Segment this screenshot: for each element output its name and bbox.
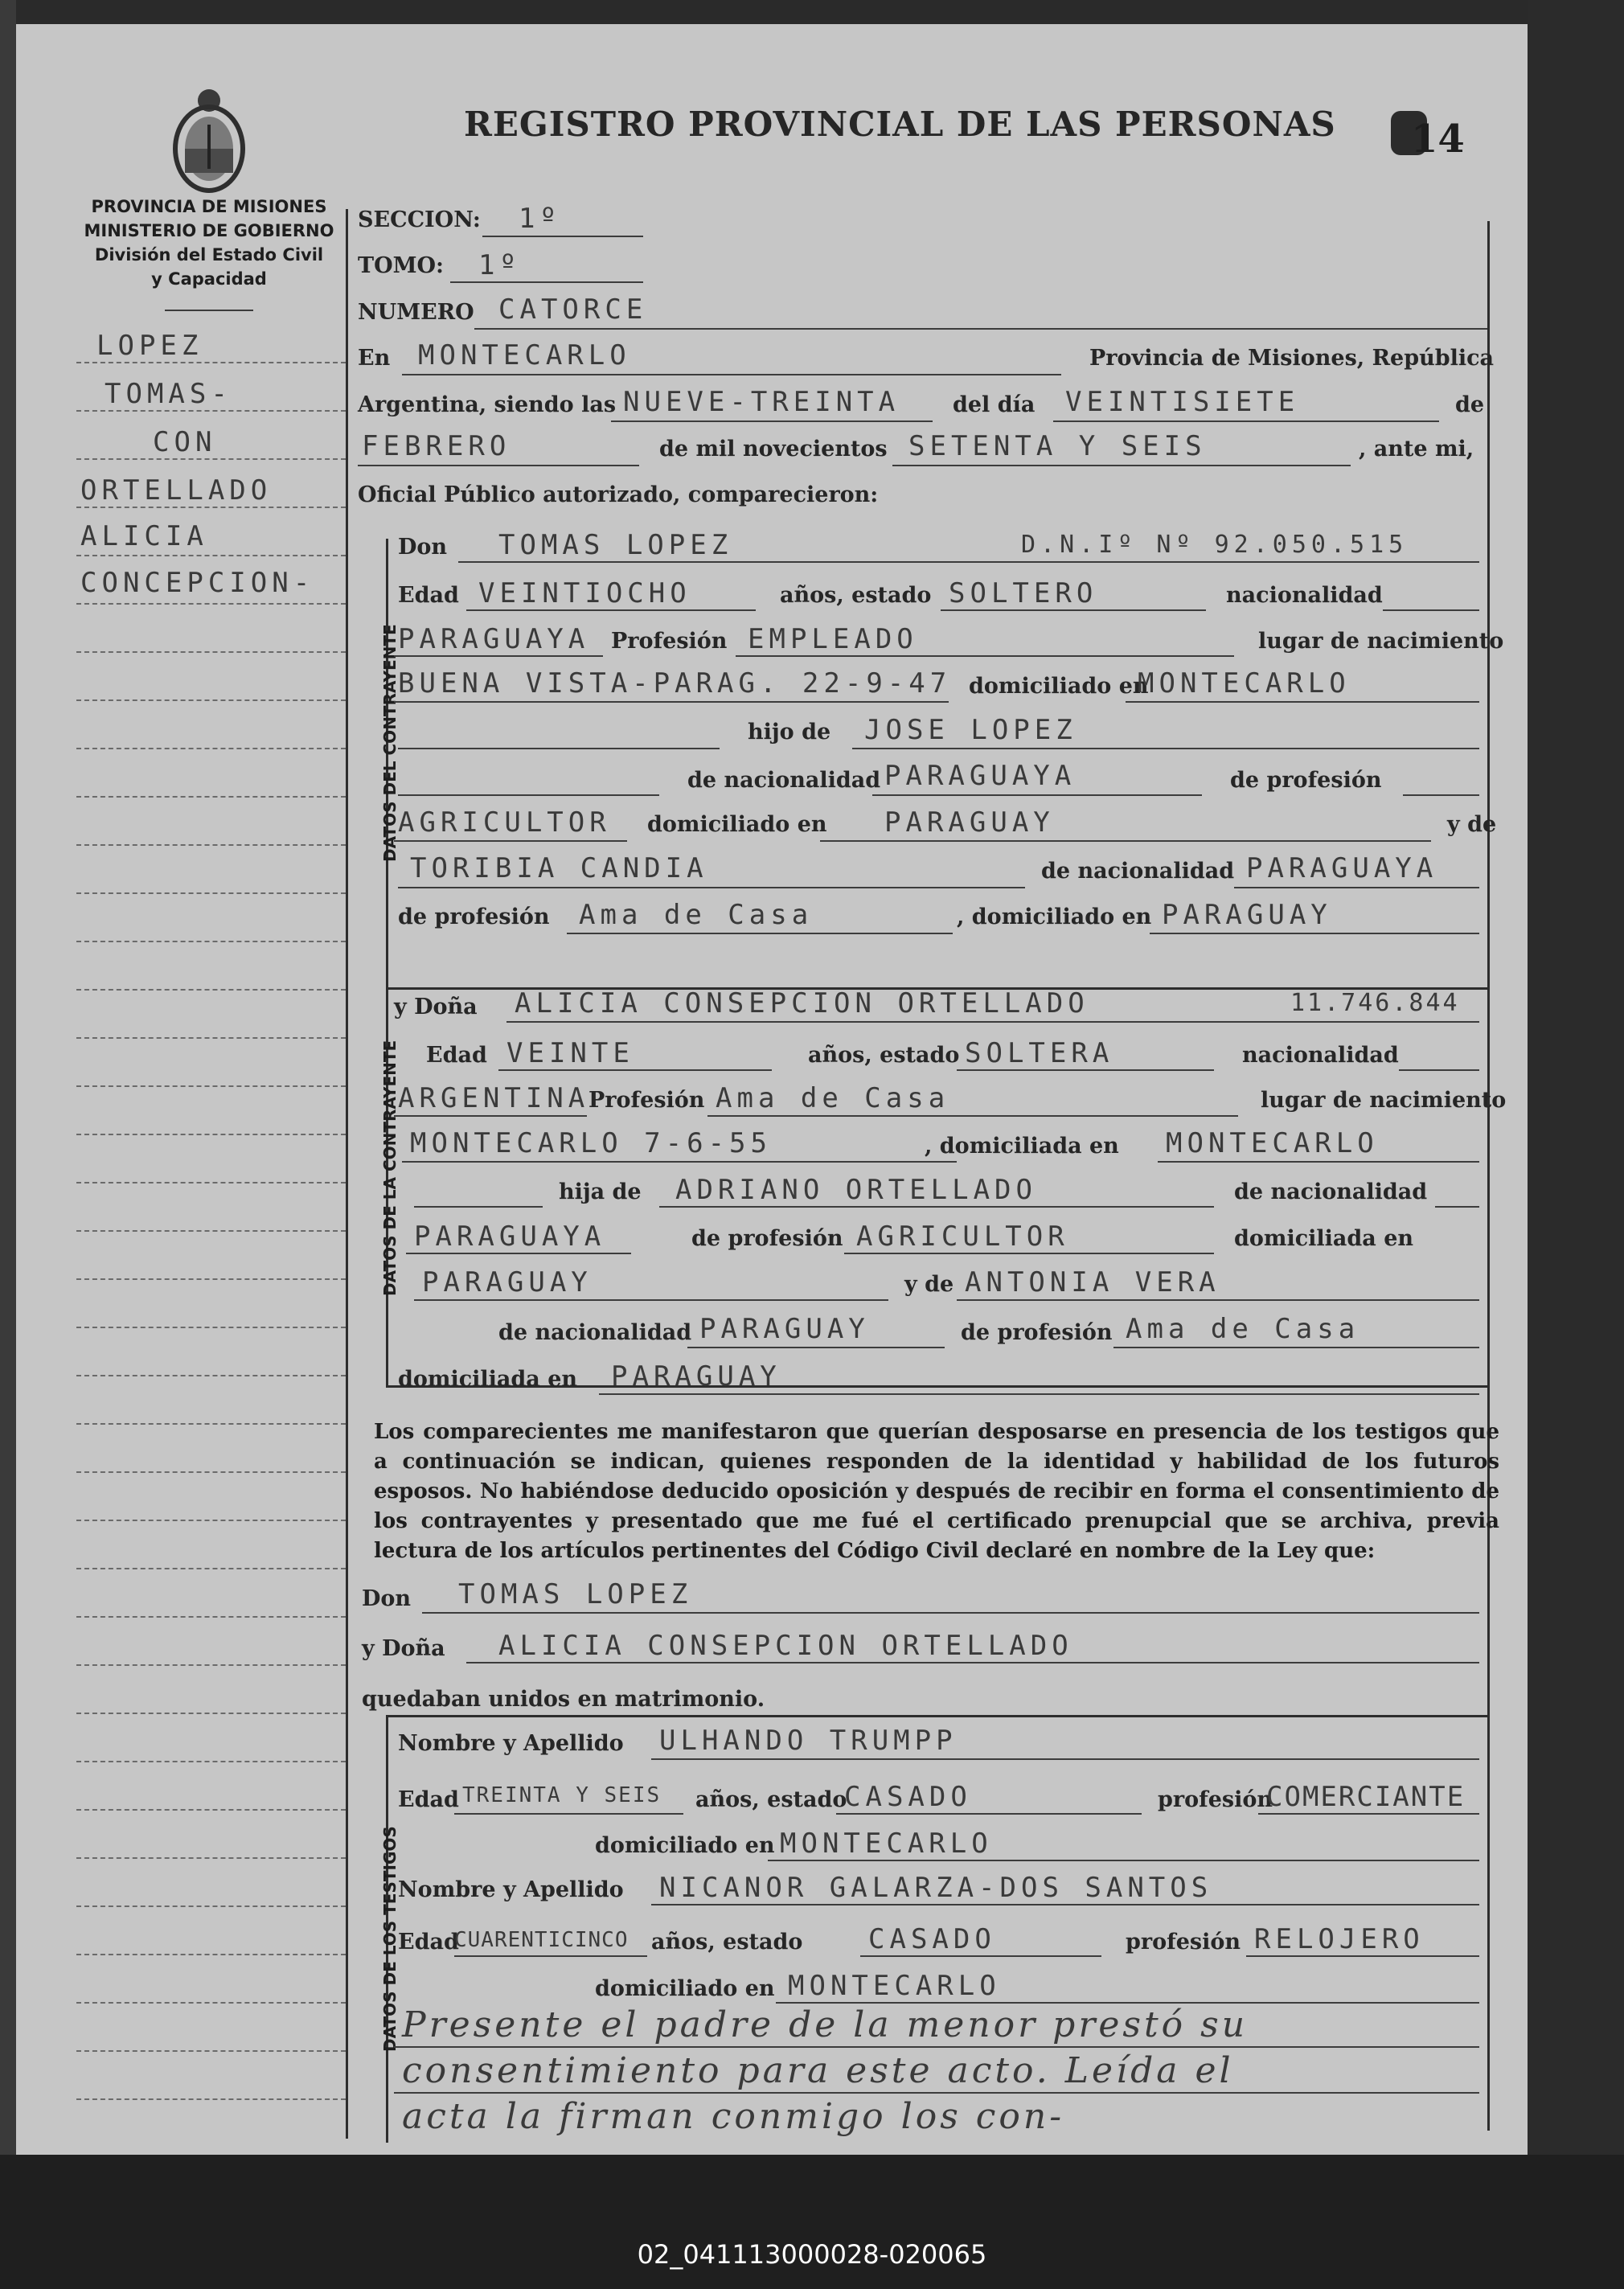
label-anos-estado: años, estado [651, 1930, 803, 1955]
file-id-caption: 02_041113000028-020065 [637, 2239, 987, 2270]
label-de: de [1455, 392, 1485, 417]
field-contrayente-nombre: TOMAS LOPEZ [498, 529, 733, 561]
label-de-nacionalidad: de nacionalidad [687, 768, 881, 793]
field-testigo1-domicilio: MONTECARLO [780, 1828, 993, 1860]
field-hora: NUEVE-TREINTA [623, 386, 900, 418]
field-testigo2-edad: CUARENTICINCO [454, 1928, 629, 1952]
section-divider [386, 1715, 1487, 1717]
field-f-padre-domicilio: PARAGUAY [422, 1266, 593, 1298]
side-label-contrayente: DATOS DEL CONTRAYENTE [380, 624, 400, 862]
field-f-madre-domicilio: PARAGUAY [611, 1360, 781, 1393]
field-padre-profesion: AGRICULTOR [398, 806, 611, 839]
register-page [16, 24, 1528, 2155]
field-lugar: MONTECARLO [418, 339, 631, 371]
field-f-madre: ANTONIA VERA [965, 1266, 1220, 1298]
field-union-dona: ALICIA CONSEPCION ORTELLADO [498, 1630, 1073, 1662]
label-de-profesion: de profesión [398, 905, 550, 929]
declaration-paragraph: Los comparecientes me manifestaron que querían desposarse en presencia de los testigos que a continuación se indican, quienes responden de la identidad y habilidad de los futuros esposos. No habiéndose deducido oposición y después de recibir en forma el consentimiento de los contrayentes y presentado que me fué el certificado prenupcial que se archiva, previa lectura de los artículos pertinentes del Código Civil declaré en nombre de la Ley que: [374, 1420, 1499, 1563]
ministry-line: y Capacidad [151, 269, 267, 289]
divider [165, 310, 253, 311]
label-domiciliado-en: domiciliado en [595, 1833, 775, 1858]
field-testigo2-domicilio: MONTECARLO [788, 1970, 1001, 2002]
label-hija-de: hija de [559, 1179, 642, 1204]
field-contrayente-f-nacimiento: MONTECARLO 7-6-55 [410, 1127, 772, 1159]
label-en: En [358, 346, 391, 371]
margin-note: LOPEZ [96, 330, 203, 362]
field-contrayente-f-dni: 11.746.844 [1290, 989, 1460, 1017]
coat-of-arms-icon [165, 80, 253, 201]
label-de-profesion: de profesión [1230, 768, 1382, 793]
label-de-nacionalidad: de nacionalidad [1041, 859, 1235, 884]
label-de-mil: de mil novecientos [659, 437, 888, 461]
label-don: Don [362, 1586, 412, 1611]
label-nacionalidad: nacionalidad [1226, 583, 1383, 608]
page-title: REGISTRO PROVINCIAL DE LAS PERSONAS [464, 105, 1336, 144]
label-anos-estado: años, estado [695, 1787, 847, 1812]
label-edad: Edad [398, 1787, 459, 1812]
field-dia: VEINTISIETE [1065, 386, 1300, 418]
field-mes: FEBRERO [362, 430, 511, 462]
field-testigo2-profesion: RELOJERO [1254, 1923, 1425, 1955]
field-tomo: 1º [478, 249, 521, 281]
label-domiciliado-en: domiciliado en [647, 812, 827, 837]
label-ante-mi: , ante mi, [1359, 437, 1474, 461]
label-de-profesion: de profesión [691, 1226, 843, 1251]
side-label-contrayente-f: DATOS DE LA CONTRAYENTE [380, 1040, 400, 1296]
label-provincia: Provincia de Misiones, República [1089, 346, 1495, 371]
label-hijo-de: hijo de [748, 720, 831, 745]
field-contrayente-profesion: EMPLEADO [748, 623, 918, 655]
label-domiciliada-en: domiciliada en [1234, 1226, 1414, 1251]
page-number: 14 [1411, 117, 1465, 162]
ministry-line: MINISTERIO DE GOBIERNO [84, 221, 334, 240]
field-testigo1-estado: CASADO [844, 1781, 972, 1813]
label-domiciliada-en: domiciliada en [398, 1367, 578, 1392]
label-de-profesion: de profesión [961, 1320, 1113, 1345]
handwritten-note-line: Presente el padre de la menor prestó su [402, 2004, 1249, 2045]
field-contrayente-nacimiento: BUENA VISTA-PARAG. 22-9-47 [398, 667, 952, 699]
ministry-line: División del Estado Civil [94, 245, 324, 265]
margin-note: CONCEPCION- [80, 567, 315, 599]
field-testigo1-nombre: ULHANDO TRUMPP [659, 1725, 958, 1757]
field-contrayente-dni: D.N.Iº Nº 92.050.515 [1021, 531, 1409, 559]
label-del-dia: del día [953, 392, 1036, 417]
label-don: Don [398, 535, 448, 560]
label-seccion: SECCION: [358, 207, 481, 232]
handwritten-note-line: consentimiento para este acto. Leída el [402, 2050, 1234, 2091]
frame-left-line [346, 209, 348, 2139]
field-f-madre-profesion: Ama de Casa [1126, 1313, 1360, 1345]
label-nombre-apellido: Nombre y Apellido [398, 1731, 624, 1756]
field-contrayente-f-domicilio: MONTECARLO [1166, 1127, 1379, 1159]
margin-note: TOMAS- [105, 378, 232, 410]
label-domiciliado-en: domiciliado en [969, 674, 1149, 699]
field-contrayente-f-nacionalidad: ARGENTINA [398, 1082, 590, 1114]
field-testigo1-profesion: COMERCIANTE [1266, 1781, 1466, 1813]
book-spine [0, 0, 16, 2289]
field-contrayente-f-profesion: Ama de Casa [716, 1082, 950, 1114]
field-f-madre-nacionalidad: PARAGUAY [699, 1313, 870, 1345]
field-madre: TORIBIA CANDIA [410, 852, 708, 884]
label-domiciliado-en: domiciliado en [595, 1976, 775, 2001]
label-numero: NUMERO [358, 300, 474, 325]
label-profesion: Profesión [611, 629, 728, 654]
field-testigo2-nombre: NICANOR GALARZA-DOS SANTOS [659, 1872, 1213, 1904]
label-anos-estado: años, estado [808, 1043, 960, 1068]
margin-note: ORTELLADO [80, 474, 273, 507]
field-padre: JOSE LOPEZ [864, 714, 1077, 746]
label-oficial: Oficial Público autorizado, comparecieron: [358, 482, 879, 507]
field-numero: CATORCE [498, 293, 648, 326]
label-argentina: Argentina, siendo las [358, 392, 617, 417]
label-edad: Edad [398, 1930, 459, 1955]
label-edad: Edad [426, 1043, 487, 1068]
label-profesion: profesión [1126, 1930, 1241, 1955]
frame-right-line [1487, 221, 1490, 2131]
label-profesion: Profesión [588, 1088, 705, 1113]
field-contrayente-f-estado: SOLTERA [965, 1037, 1114, 1069]
field-contrayente-f-edad: VEINTE [506, 1037, 634, 1069]
ministry-block [64, 195, 354, 291]
field-padre-domicilio: PARAGUAY [884, 806, 1055, 839]
background-right [1528, 0, 1624, 2289]
field-f-padre-nacionalidad: PARAGUAYA [414, 1220, 606, 1253]
label-de-nacionalidad: de nacionalidad [1234, 1179, 1428, 1204]
field-madre-nacionalidad: PARAGUAYA [1246, 852, 1438, 884]
field-testigo2-estado: CASADO [868, 1923, 996, 1955]
label-y-de: y de [904, 1272, 954, 1297]
label-domiciliado-en: , domiciliado en [957, 905, 1152, 929]
label-de-nacionalidad: de nacionalidad [498, 1320, 692, 1345]
label-edad: Edad [398, 583, 459, 608]
field-madre-domicilio: PARAGUAY [1162, 899, 1332, 931]
label-quedaban: quedaban unidos en matrimonio. [362, 1687, 765, 1712]
field-contrayente-domicilio: MONTECARLO [1138, 667, 1351, 699]
field-seccion: 1º [519, 203, 561, 235]
field-madre-profesion: Ama de Casa [579, 899, 814, 931]
label-lugar-nacimiento: lugar de nacimiento [1261, 1088, 1507, 1113]
margin-note: ALICIA [80, 520, 208, 552]
label-y-de: y de [1447, 812, 1497, 837]
label-y-dona: y Doña [394, 995, 478, 1019]
label-tomo: TOMO: [358, 253, 444, 278]
field-anio: SETENTA Y SEIS [908, 430, 1207, 462]
field-contrayente-f-nombre: ALICIA CONSEPCION ORTELLADO [515, 987, 1089, 1019]
label-domiciliada-en: , domiciliada en [925, 1134, 1119, 1159]
handwritten-note-line: acta la firman conmigo los con- [402, 2096, 1065, 2137]
label-nacionalidad: nacionalidad [1242, 1043, 1399, 1068]
label-lugar-nacimiento: lugar de nacimiento [1258, 629, 1504, 654]
ministry-line: PROVINCIA DE MISIONES [91, 197, 327, 216]
side-label-testigos: DATOS DE LOS TESTIGOS [380, 1826, 400, 2052]
margin-note: CON [153, 426, 217, 458]
field-contrayente-edad: VEINTIOCHO [478, 577, 691, 609]
field-union-don: TOMAS LOPEZ [458, 1578, 693, 1610]
field-padre-nacionalidad: PARAGUAYA [884, 760, 1077, 792]
label-y-dona: y Doña [362, 1636, 445, 1661]
label-profesion: profesión [1158, 1787, 1273, 1812]
label-anos-estado: años, estado [780, 583, 932, 608]
field-f-padre-profesion: AGRICULTOR [856, 1220, 1069, 1253]
field-contrayente-nacionalidad: PARAGUAYA [398, 623, 590, 655]
field-f-padre: ADRIANO ORTELLADO [675, 1174, 1037, 1206]
label-nombre-apellido: Nombre y Apellido [398, 1877, 624, 1902]
field-contrayente-estado: SOLTERO [949, 577, 1098, 609]
field-testigo1-edad: TREINTA Y SEIS [462, 1783, 662, 1807]
